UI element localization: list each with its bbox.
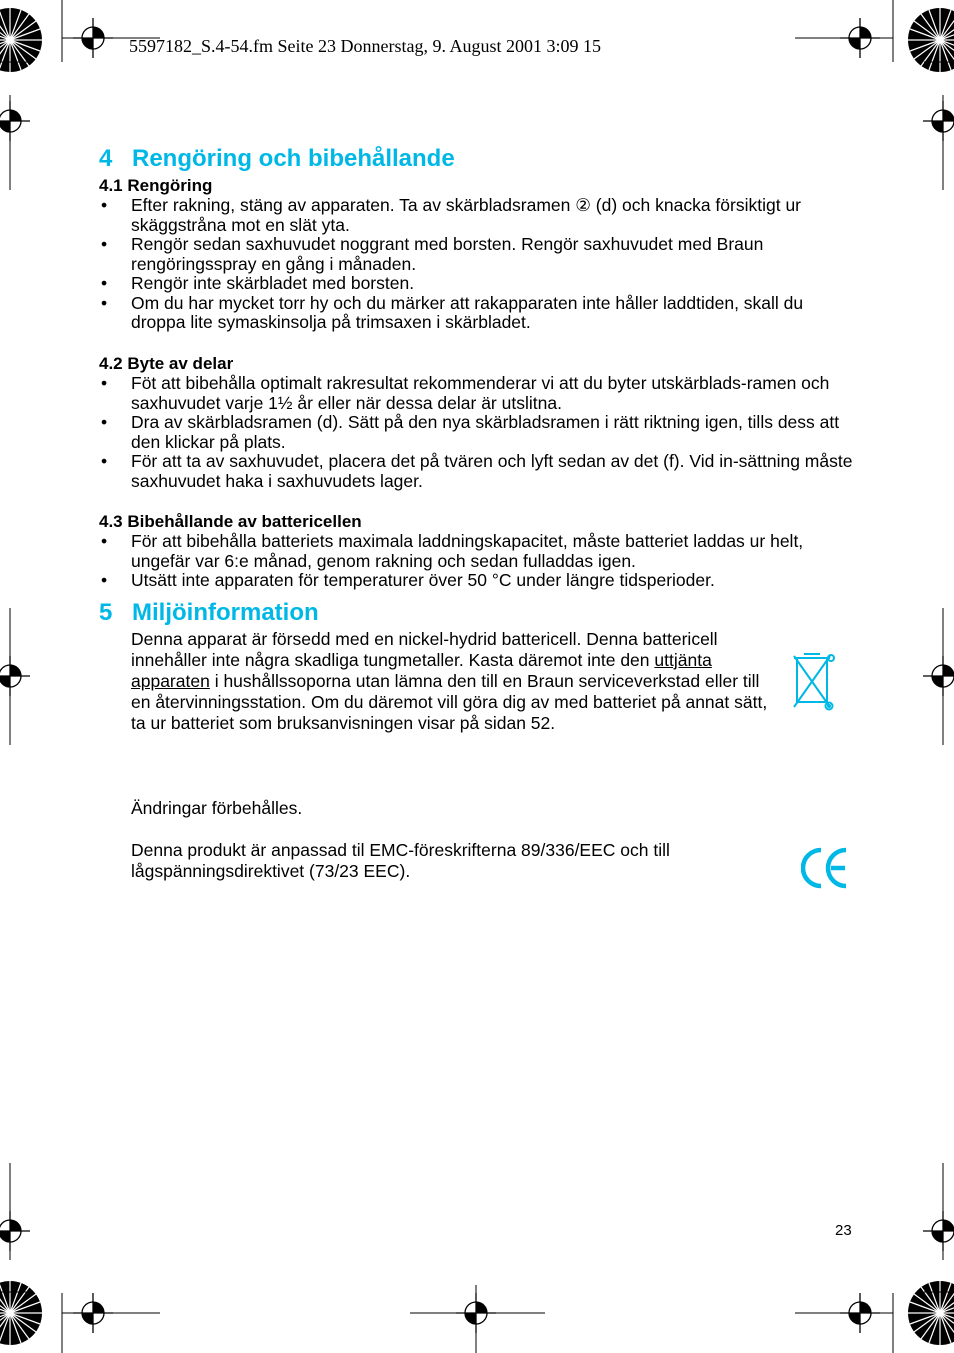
crossed-out-wheelie-bin-icon bbox=[792, 650, 838, 714]
section-4-title: Rengöring och bibehållande bbox=[132, 145, 455, 172]
list-item: • Rengör inte skärbladet med borsten. bbox=[101, 273, 415, 293]
section-5-title: Miljöinformation bbox=[132, 599, 319, 626]
subsection-4-2-heading: 4.2 Byte av delar bbox=[99, 354, 234, 373]
page-number: 23 bbox=[835, 1222, 852, 1239]
list-item: • Om du har mycket torr hy och du märker att rakapparaten inte håller laddtiden, skall du droppa lite symaskinsolja på trimsaxen i skärbladet. bbox=[101, 292, 804, 332]
subsection-4-3-list bbox=[99, 532, 855, 591]
environment-paragraph: Denna apparat är försedd med en nickel-hydrid battericell. Denna battericell innehåller inte några skadliga tungmetaller. Kasta däremot inte den uttjänta apparaten i hushållssoporna utan lämna den till en Braun serviceverkstad eller till en återvinningsstation. Om du däremot vill göra dig av med batteriet på annat sätt, ta ur batteriet som bruksanvisningen visar på sidan 52. bbox=[131, 629, 768, 733]
list-item: • Dra av skärbladsramen (d). Sätt på den nya skärbladsramen i rätt riktning igen, tills dess att den klickar på plats. bbox=[101, 412, 840, 452]
list-item: • Utsätt inte apparaten för temperaturer över 50 °C under längre tidsperioder. bbox=[101, 570, 715, 590]
subsection-4-1-heading: 4.1 Rengöring bbox=[99, 176, 213, 195]
underlined-phrase: uttjänta apparaten bbox=[131, 650, 712, 691]
section-4-heading bbox=[99, 145, 455, 173]
list-item: • För att ta av saxhuvudet, placera det på tvären och lyft sedan av det (f). Vid in-sättning måste saxhuvudet haka i saxhuvudets lager. bbox=[101, 451, 853, 491]
changes-note: Ändringar förbehålles. bbox=[131, 798, 303, 818]
file-header-line: 5597182_S.4-54.fm Seite 23 Donnerstag, 9. August 2001 3:09 15 bbox=[129, 36, 601, 56]
emc-note: Denna produkt är anpassad til EMC-föreskrifterna 89/336/EEC och till lågspänningsdirektivet (73/23 EEC). bbox=[131, 840, 670, 881]
subsection-4-1-list bbox=[99, 196, 855, 333]
list-item: • Föt att bibehålla optimalt rakresultat rekommenderar vi att du byter utskärblads-ramen och saxhuvudet varje 1½ år eller när dessa delar är utslitna. bbox=[101, 373, 830, 413]
list-item: • För att bibehålla batteriets maximala laddningskapacitet, måste batteriet laddas ur helt, ungefär var 6:e månad, genom rakning och sedan fulladdas igen. bbox=[101, 531, 804, 571]
list-item: • Rengör sedan saxhuvudet noggrant med borsten. Rengör saxhuvudet med Braun rengöringsspray en gång i månaden. bbox=[101, 234, 764, 274]
section-5-heading bbox=[99, 599, 319, 627]
subsection-4-2-list bbox=[99, 374, 855, 491]
ce-mark-icon bbox=[801, 846, 849, 890]
section-4-number: 4 bbox=[99, 145, 113, 172]
list-item: • Efter rakning, stäng av apparaten. Ta av skärbladsramen ② (d) och knacka försiktigt ur skäggstråna mot en slät yta. bbox=[101, 195, 801, 235]
section-5-number: 5 bbox=[99, 599, 113, 626]
subsection-4-3-heading: 4.3 Bibehållande av battericellen bbox=[99, 512, 362, 531]
